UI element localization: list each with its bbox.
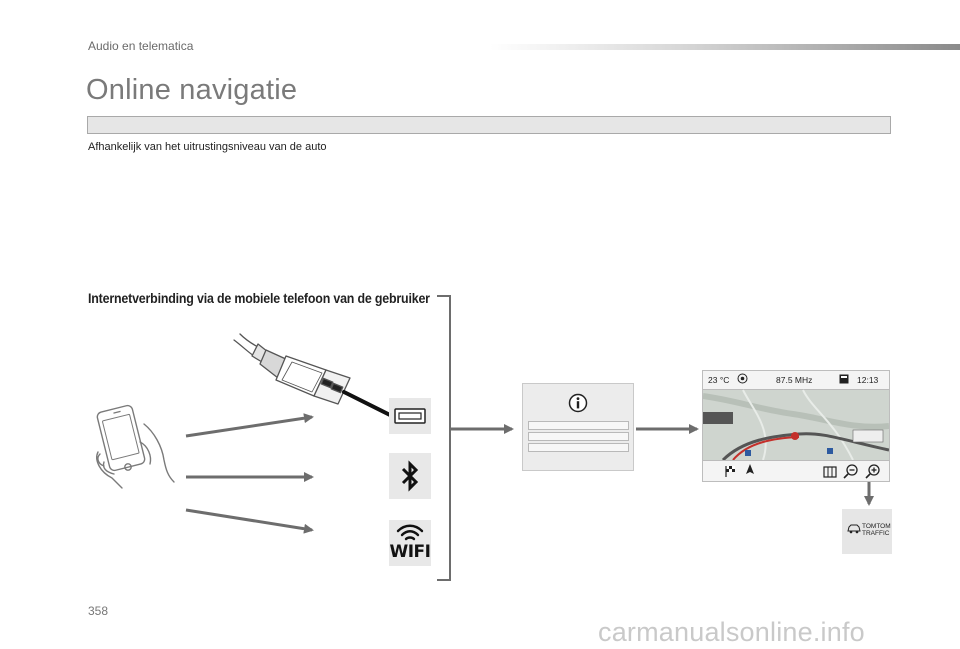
- usb-icon: [394, 408, 426, 424]
- usb-port-icon-box: [389, 398, 431, 434]
- compass-north-icon[interactable]: [745, 464, 755, 479]
- page-number: 358: [88, 604, 109, 618]
- media-icon: [839, 374, 849, 386]
- page-title: Online navigatie: [86, 74, 298, 106]
- nav-bottom-bar: [703, 460, 889, 482]
- info-row: [528, 443, 629, 452]
- wifi-label: WIFI: [389, 542, 431, 562]
- navigation-source-icon: [737, 373, 748, 386]
- temperature-readout: 23 °C: [708, 375, 730, 385]
- radio-frequency: 87.5 MHz: [776, 375, 813, 385]
- connection-bracket: [437, 295, 451, 581]
- page-subtitle: Afhankelijk van het uitrustingsniveau van de auto: [88, 141, 327, 153]
- info-panel: [522, 383, 634, 471]
- map-view: [703, 390, 889, 460]
- traffic-label-line1: TOMTOM: [862, 523, 891, 530]
- info-row: [528, 421, 629, 430]
- tomtom-traffic-label: [862, 523, 891, 537]
- map-options-icon[interactable]: [823, 465, 837, 478]
- clock-readout: 12:13: [857, 375, 879, 385]
- bluetooth-icon-box: [389, 453, 431, 499]
- wifi-icon-box: [389, 520, 431, 566]
- traffic-car-icon: [847, 524, 861, 534]
- arrow-to-usb: [186, 417, 312, 436]
- diagram-heading: Internetverbinding via de mobiele telefoon van de gebruiker: [88, 291, 430, 306]
- destination-flag-icon[interactable]: [725, 465, 737, 478]
- info-icon: [568, 393, 588, 413]
- info-row: [528, 432, 629, 441]
- traffic-label-line2: TRAFFIC: [862, 530, 890, 537]
- arrow-to-wifi: [186, 510, 312, 530]
- watermark: carmanualsonline.info: [598, 617, 865, 647]
- navigation-screen: [702, 370, 890, 482]
- section-header: Audio en telematica: [88, 39, 194, 53]
- tomtom-traffic-box: [842, 509, 892, 554]
- zoom-out-icon[interactable]: [843, 464, 858, 479]
- wifi-icon: [396, 523, 424, 543]
- nav-status-bar: [703, 371, 889, 390]
- bluetooth-icon: [400, 460, 420, 492]
- zoom-in-icon[interactable]: [865, 464, 880, 479]
